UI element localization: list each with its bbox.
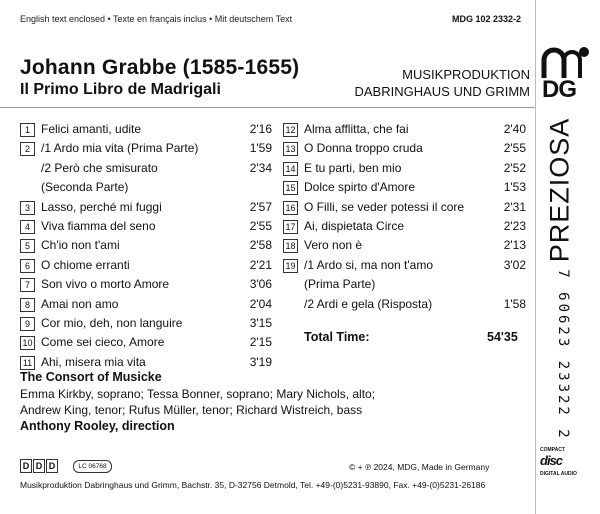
track-number: 7 [20, 278, 35, 292]
track-row [20, 198, 272, 217]
composer-dates: (1585-1655) [182, 56, 300, 79]
track-number: 10 [20, 336, 35, 350]
track-row [20, 333, 272, 352]
track-title: /1 Ardo si, ma non t'amo [304, 257, 434, 272]
track-title: /1 Ardo mia vita (Prima Parte) [41, 141, 199, 156]
track-title: Viva fiamma del seno [41, 218, 156, 233]
ddd-letter: D [20, 459, 32, 473]
label-code-badge: LC 06768 [73, 460, 112, 473]
brand-series [540, 117, 580, 263]
track-duration: 1'58 [503, 296, 526, 311]
track-duration: 3'15 [249, 315, 272, 330]
track-number: 18 [283, 239, 298, 253]
track-number: 5 [20, 239, 35, 253]
track-title: Vero non è [304, 238, 363, 253]
track-number: 19 [283, 259, 298, 273]
track-title: O Donna troppo cruda [304, 141, 423, 156]
label-line-1: MUSIKPRODUKTION [402, 67, 530, 82]
track-duration: 2'23 [503, 218, 526, 233]
track-number: 13 [283, 142, 298, 156]
track-title: Come sei cieco, Amore [41, 335, 165, 350]
publisher-address: Musikproduktion Dabringhaus und Grimm, Bachstr. 35, D-32756 Detmold, Tel. +49-(0)5231-93890, Fax. +49-(0)5231-26186 [20, 480, 486, 490]
track-duration: 3'19 [249, 354, 272, 369]
track-duration: 1'59 [249, 141, 272, 156]
ddd-letter: D [33, 459, 45, 473]
track-number: 17 [283, 220, 298, 234]
track-number: 9 [20, 317, 35, 331]
track-duration: 2'52 [503, 160, 526, 175]
spine-divider [535, 0, 536, 514]
director: Anthony Rooley, direction [20, 419, 175, 433]
track-number: 6 [20, 259, 35, 273]
mdg-logo [540, 42, 590, 103]
dg-text: DG [542, 76, 576, 103]
cd-digital-audio-text: DIGITAL AUDIO [540, 471, 577, 477]
track-row [283, 178, 526, 197]
track-row [283, 217, 526, 236]
barcode-number: 7 60623 23322 2 [555, 269, 571, 441]
track-title: E tu parti, ben mio [304, 160, 402, 175]
track-number: 15 [283, 181, 298, 195]
catalog-number: MDG 102 2332-2 [452, 14, 522, 24]
track-duration: 2'13 [503, 238, 526, 253]
track-number: 1 [20, 123, 35, 137]
ensemble-name: The Consort of Musicke [20, 370, 162, 384]
track-number: 3 [20, 201, 35, 215]
track-row [20, 139, 272, 158]
track-title: /2 Ardi e gela (Risposta) [304, 296, 433, 311]
track-duration: 2'58 [249, 238, 272, 253]
track-number: 2 [20, 142, 35, 156]
track-row [283, 139, 526, 158]
track-row [283, 236, 526, 255]
track-title: Amai non amo [41, 296, 119, 311]
compact-disc-logo [540, 447, 577, 485]
track-list-right [283, 120, 526, 314]
track-row [20, 217, 272, 236]
track-row [20, 295, 272, 314]
cd-compact-text: COMPACT [540, 447, 565, 453]
track-number: 12 [283, 123, 298, 137]
header-divider [0, 107, 535, 108]
label-line-2: DABRINGHAUS UND GRIMM [354, 84, 530, 99]
track-title: /2 Però che smisurato [41, 160, 158, 175]
track-row [283, 295, 526, 314]
ddd-letter: D [46, 459, 58, 473]
track-row [283, 275, 526, 294]
track-duration: 2'21 [249, 257, 272, 272]
performers-line-1: Emma Kirkby, soprano; Tessa Bonner, soprano; Mary Nichols, alto; [20, 387, 376, 401]
track-row [20, 120, 272, 139]
track-number: 16 [283, 201, 298, 215]
brand-series-text: PREZIOSA [544, 117, 575, 263]
track-title: Lasso, perché mi fuggi [41, 199, 162, 214]
track-title: (Seconda Parte) [41, 180, 129, 195]
tagline: English text enclosed • Texte en français inclus • Mit deutschem Text [20, 14, 293, 24]
track-duration: 2'34 [249, 160, 272, 175]
track-row [283, 159, 526, 178]
track-duration: 2'40 [503, 122, 526, 136]
track-number: 14 [283, 162, 298, 176]
track-row [20, 314, 272, 333]
track-title: Felici amanti, udite [41, 122, 142, 136]
barcode [548, 265, 578, 445]
track-row [20, 159, 272, 178]
composer-name: Johann Grabbe [20, 56, 177, 79]
track-title: Ch'io non t'ami [41, 238, 120, 253]
track-list-left [20, 120, 272, 372]
track-title: Alma afflitta, che fai [304, 122, 409, 136]
track-number: 4 [20, 220, 35, 234]
track-duration: 3'02 [503, 257, 526, 272]
track-title: Ai, dispietata Circe [304, 218, 405, 233]
work-title: Il Primo Libro de Madrigali [20, 81, 221, 98]
track-duration: 2'15 [249, 335, 272, 350]
track-duration: 3'06 [249, 277, 272, 292]
track-title: Cor mio, deh, non languire [41, 315, 183, 330]
track-duration: 2'55 [249, 218, 272, 233]
track-row [283, 120, 526, 139]
track-row [283, 198, 526, 217]
track-title: O chiome erranti [41, 257, 130, 272]
track-title: (Prima Parte) [304, 277, 376, 292]
track-title: Dolce spirto d'Amore [304, 180, 415, 195]
track-duration: 2'57 [249, 199, 272, 214]
track-duration: 2'16 [249, 122, 272, 136]
track-row [20, 236, 272, 255]
ddd-badge [20, 459, 59, 473]
track-duration: 2'04 [249, 296, 272, 311]
track-duration: 2'55 [503, 141, 526, 156]
cd-disc-text: disc [540, 453, 563, 468]
copyright: © + ℗ 2024, MDG, Made in Germany [349, 462, 490, 472]
track-number: 11 [20, 356, 35, 370]
track-duration: 1'53 [503, 180, 526, 195]
track-title: Son vivo o morto Amore [41, 277, 170, 292]
track-duration: 2'31 [503, 199, 526, 214]
total-time-value: 54'35 [487, 330, 518, 344]
performers-line-2: Andrew King, tenor; Rufus Müller, tenor; Richard Wistreich, bass [20, 403, 363, 417]
track-row [20, 275, 272, 294]
track-title: Ahi, misera mia vita [41, 354, 146, 369]
track-row [283, 256, 526, 275]
composer [20, 56, 299, 80]
total-time-label: Total Time: [304, 330, 370, 344]
track-number: 8 [20, 298, 35, 312]
track-row [20, 256, 272, 275]
track-title: O Filli, se veder potessi il core [304, 199, 465, 214]
track-row [20, 178, 272, 197]
